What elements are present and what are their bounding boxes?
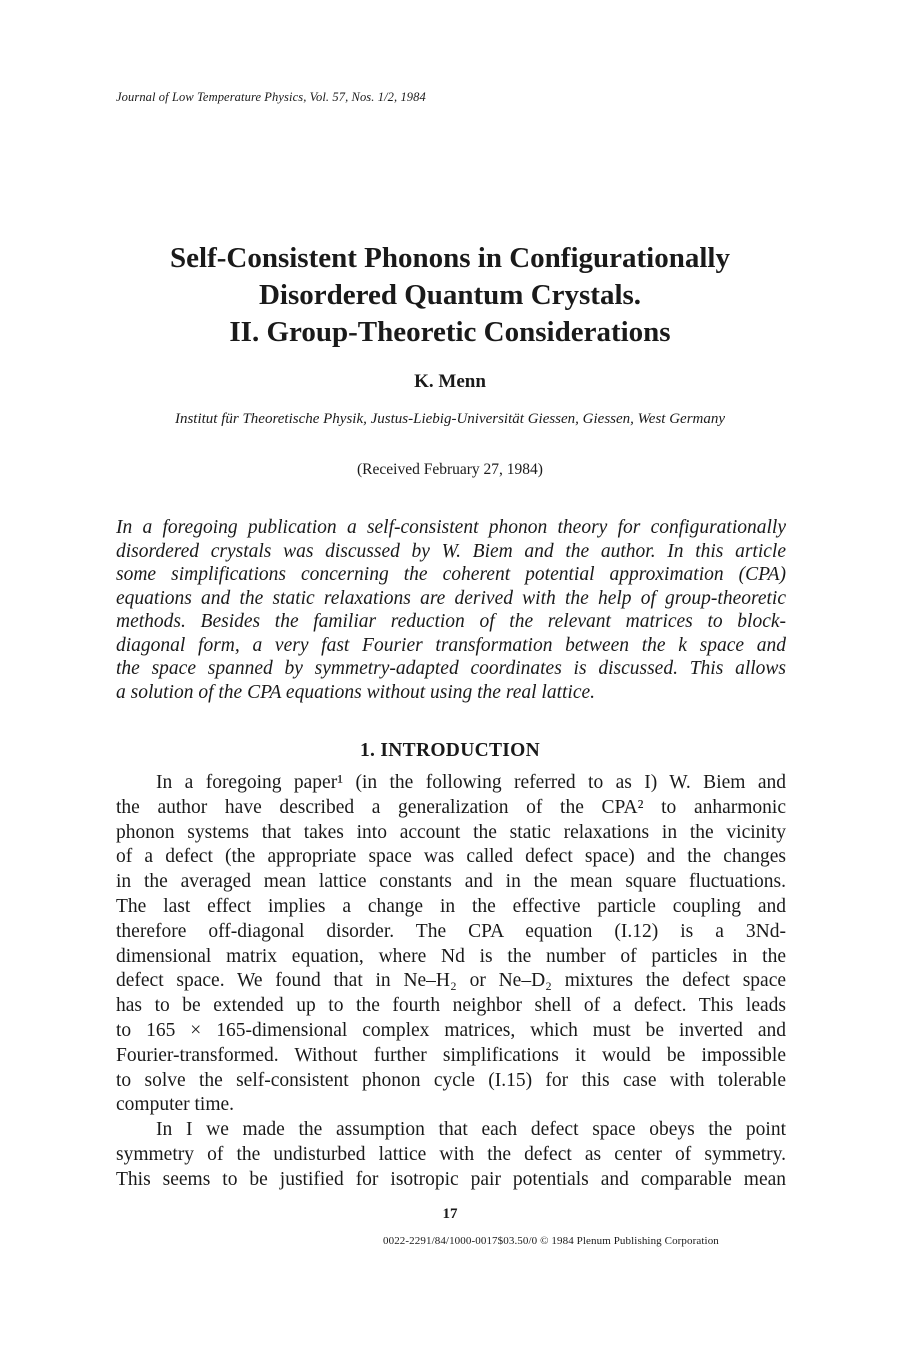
introduction-body — [116, 771, 786, 1193]
body-line: symmetry of the undisturbed lattice with the defect as center of symmetry. — [116, 1143, 786, 1165]
body-line: Fourier-transformed. Without further simplifications it would be impossible — [116, 1044, 786, 1066]
body-line: to 165 × 165-dimensional complex matrices, which must be inverted and — [116, 1019, 786, 1041]
body-line: In I we made the assumption that each defect space obeys the point — [156, 1119, 786, 1141]
author-name: K. Menn — [414, 371, 486, 392]
abstract — [116, 516, 786, 704]
body-line: to solve the self-consistent phonon cycle (I.15) for this case with tolerable — [116, 1069, 786, 1091]
copyright-line: 0022-2291/84/1000-0017$03.50/0 © 1984 Plenum Publishing Corporation — [383, 1235, 719, 1247]
article-title — [100, 240, 800, 351]
abstract-line: the space spanned by symmetry-adapted coordinates is discussed. This allows — [116, 658, 786, 679]
abstract-line: some simplifications concerning the coherent potential approximation (CPA) — [116, 564, 786, 585]
body-line: In a foregoing paper¹ (in the following referred to as I) W. Biem and — [156, 772, 786, 793]
body-line: computer time. — [116, 1094, 235, 1116]
body-line: of a defect (the appropriate space was called defect space) and the changes — [116, 846, 786, 868]
abstract-line: In a foregoing publication a self-consistent phonon theory for configurationally — [116, 517, 786, 538]
abstract-line: methods. Besides the familiar reduction of the relevant matrices to block- — [116, 611, 786, 632]
author-affiliation: Institut für Theoretische Physik, Justus-Liebig-Universität Giessen, Giessen, West Germany — [174, 411, 726, 427]
body-line: phonon systems that takes into account the static relaxations in the vicinity — [116, 821, 786, 843]
abstract-line: disordered crystals was discussed by W. Biem and the author. In this article — [116, 540, 786, 562]
title-line-2: Disordered Quantum Crystals. — [258, 279, 642, 311]
body-line: in the averaged mean lattice constants and in the mean square fluctuations. — [116, 871, 786, 893]
body-line: The last effect implies a change in the effective particle coupling and — [116, 895, 786, 917]
body-line: defect space. We found that in Ne–H₂ or Ne–D₂ mixtures the defect space — [116, 970, 786, 992]
body-line: dimensional matrix equation, where Nd is the number of particles in the — [116, 945, 786, 967]
body-line: the author have described a generalization of the CPA² to anharmonic — [116, 796, 786, 818]
page-number: 17 — [442, 1206, 458, 1222]
title-line-1: Self-Consistent Phonons in Configurationally — [170, 242, 730, 274]
body-line: therefore off-diagonal disorder. The CPA equation (I.12) is a 3Nd- — [116, 920, 786, 942]
body-line: This seems to be justified for isotropic pair potentials and comparable mean — [116, 1168, 786, 1190]
title-line-3: II. Group-Theoretic Considerations — [229, 316, 671, 348]
abstract-line: diagonal form, a very fast Fourier transformation between the k space and — [116, 634, 786, 656]
abstract-line: a solution of the CPA equations without using the real lattice. — [116, 681, 596, 703]
abstract-line: equations and the static relaxations are derived with the help of group-theoretic — [116, 587, 786, 609]
journal-citation: Journal of Low Temperature Physics, Vol. 57, Nos. 1/2, 1984 — [116, 90, 426, 104]
body-line: has to be extended up to the fourth neighbor shell of a defect. This leads — [116, 995, 786, 1017]
received-date: (Received February 27, 1984) — [357, 461, 543, 478]
section-heading: 1. INTRODUCTION — [359, 740, 541, 761]
